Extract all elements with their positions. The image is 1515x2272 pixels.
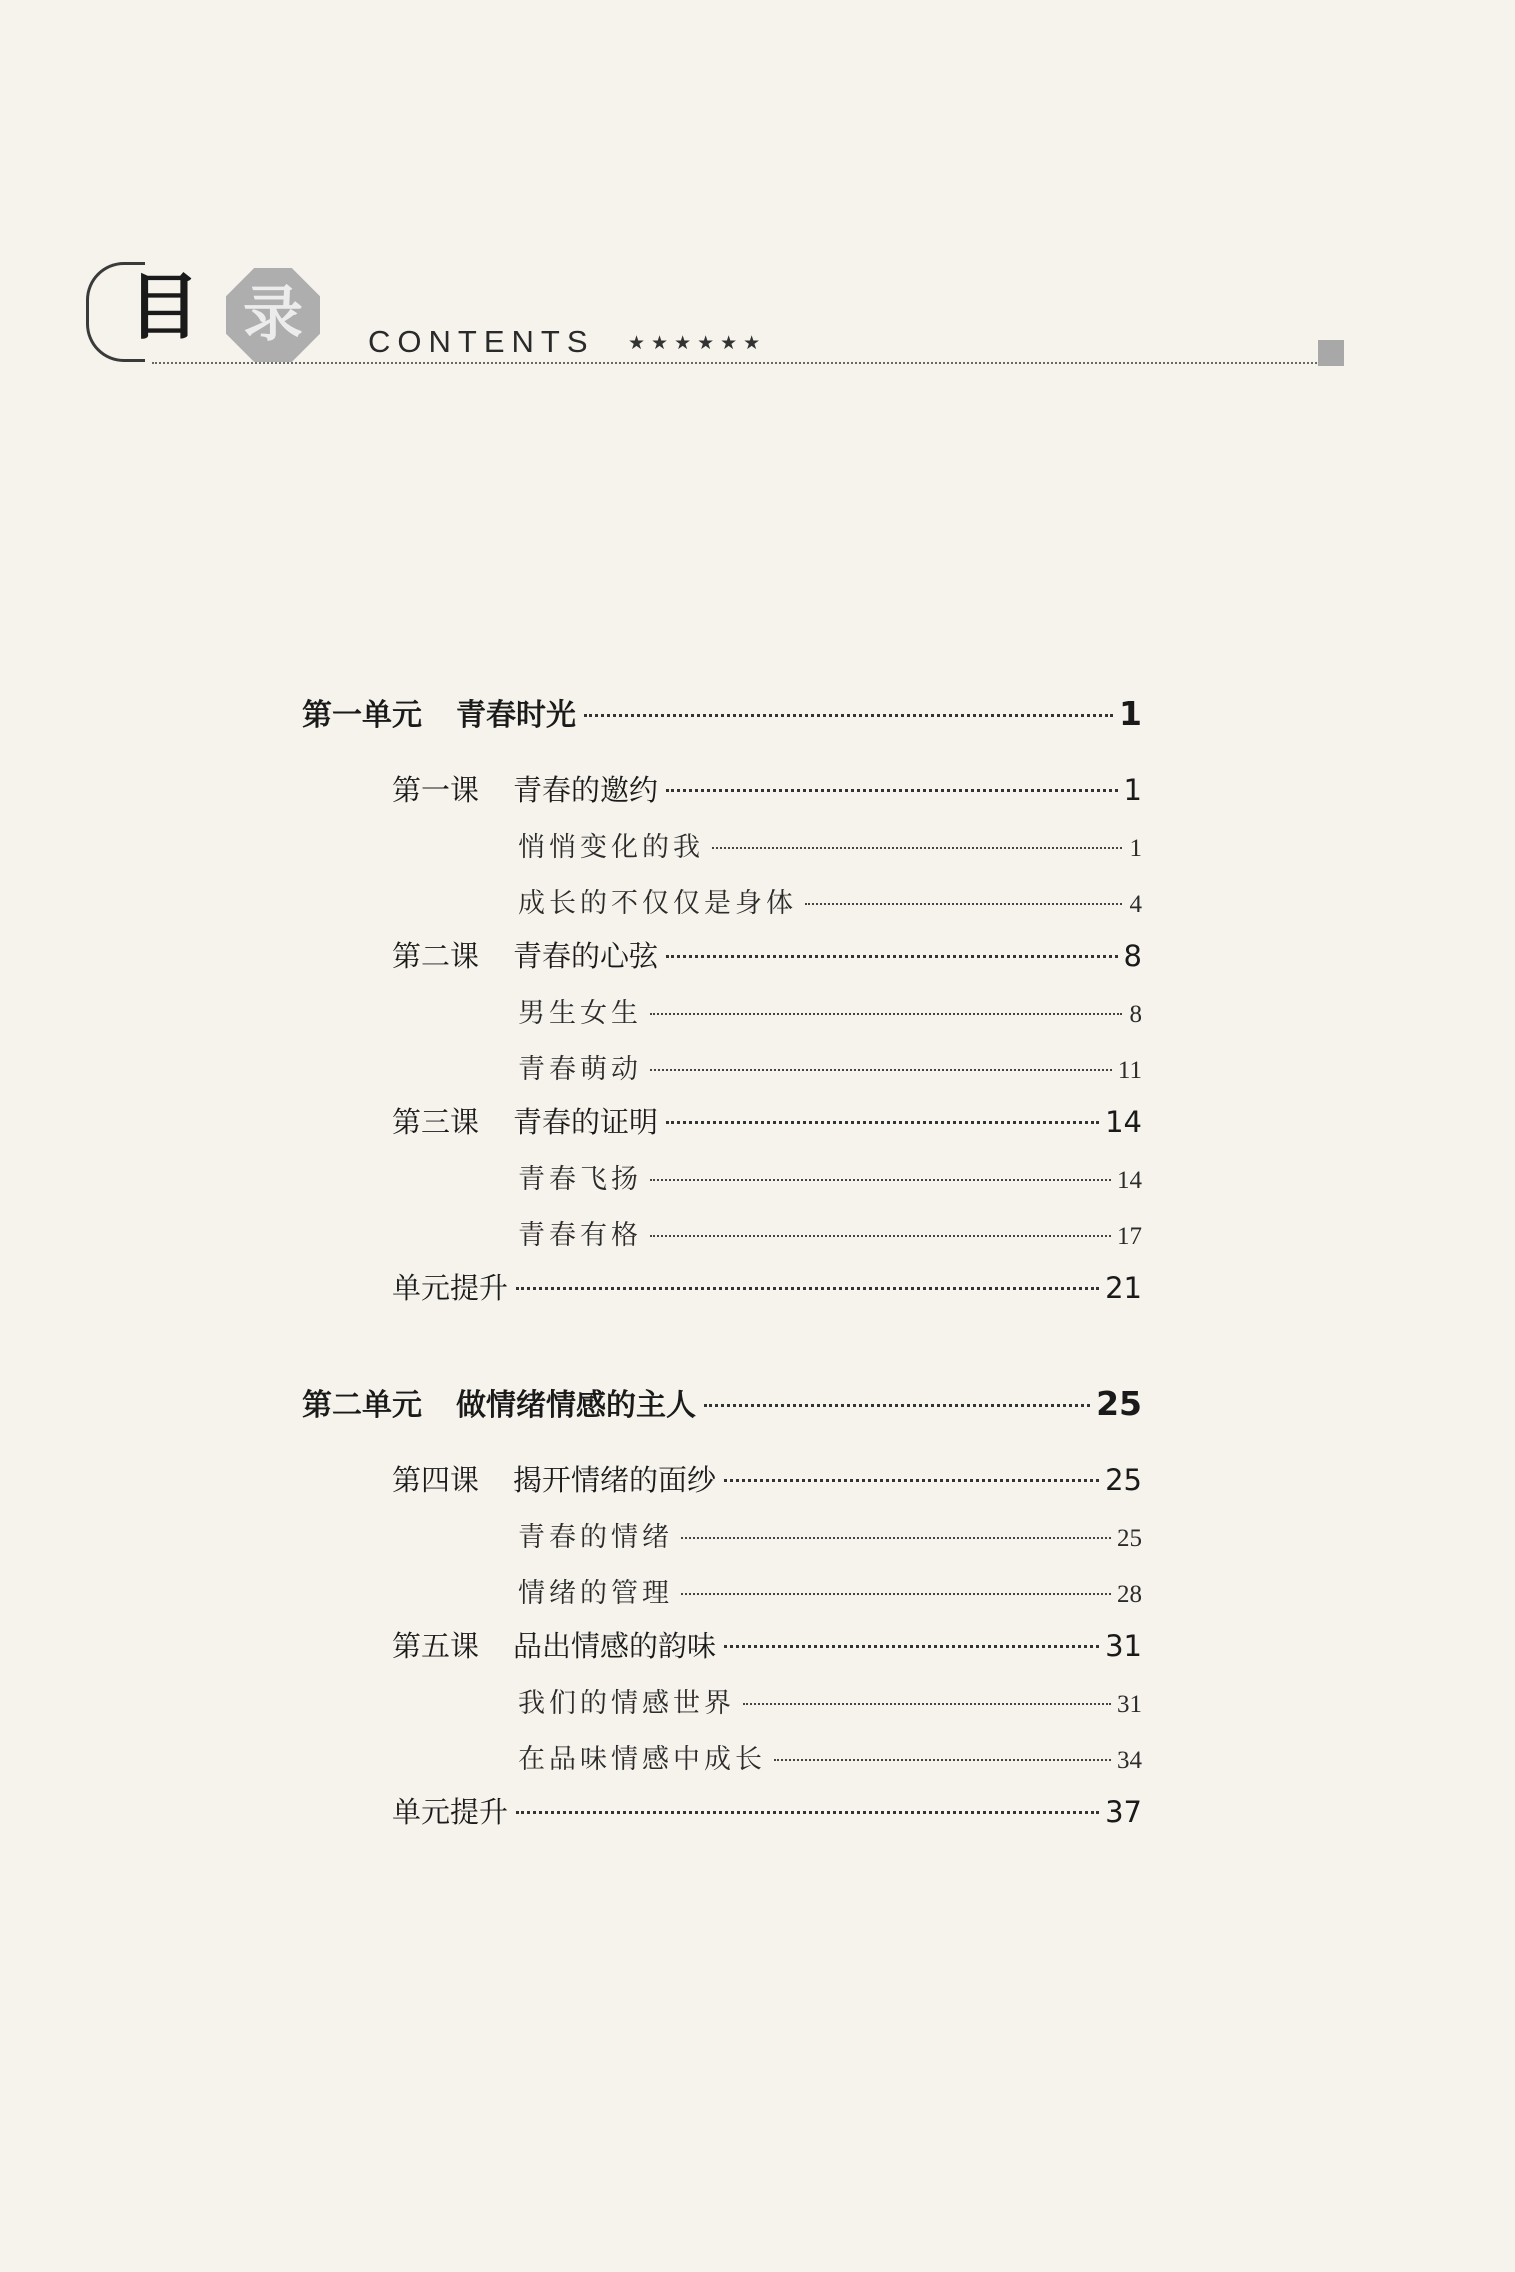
lesson-label: 第三课 xyxy=(392,1105,480,1139)
topic-title: 成长的不仅仅是身体 xyxy=(518,888,797,919)
dot-leader xyxy=(650,1235,1111,1237)
page-number: 37 xyxy=(1105,1795,1142,1829)
lesson-title: 青春的证明 xyxy=(513,1105,659,1139)
toc-topic-entry[interactable] xyxy=(518,1157,1142,1196)
header-dotted-rule xyxy=(152,362,1320,364)
page-number: 14 xyxy=(1117,1167,1142,1194)
topic-title: 悄悄变化的我 xyxy=(518,832,704,863)
header-title-char-mu: 目 xyxy=(128,265,201,349)
toc-unit-upgrade-entry[interactable] xyxy=(392,1266,1142,1307)
header-subtitle: CONTENTS xyxy=(368,324,595,359)
page-number: 8 xyxy=(1123,939,1142,973)
toc-topic-entry[interactable] xyxy=(518,1047,1142,1086)
unit-label: 第一单元 xyxy=(302,698,422,733)
toc-topic-entry[interactable] xyxy=(518,1681,1142,1720)
toc-topic-entry[interactable] xyxy=(518,1515,1142,1554)
lesson-title: 青春的邀约 xyxy=(513,773,659,807)
dot-leader xyxy=(774,1759,1111,1761)
lesson-title: 揭开情绪的面纱 xyxy=(513,1463,717,1497)
dot-leader xyxy=(650,1069,1112,1071)
toc-unit-upgrade-entry[interactable] xyxy=(392,1790,1142,1831)
page-number: 34 xyxy=(1117,1747,1142,1774)
toc-lesson-entry[interactable] xyxy=(392,768,1142,809)
topic-title: 青春飞扬 xyxy=(518,1164,642,1195)
topic-title: 青春有格 xyxy=(518,1220,642,1251)
lesson-title: 青春的心弦 xyxy=(513,939,659,973)
page-number: 1 xyxy=(1119,694,1142,733)
dot-leader xyxy=(516,1811,1099,1814)
upgrade-title: 单元提升 xyxy=(392,1271,509,1305)
page-number: 4 xyxy=(1129,891,1142,918)
unit-title: 做情绪情感的主人 xyxy=(456,1388,696,1423)
dot-leader xyxy=(704,1404,1090,1407)
dot-leader xyxy=(516,1287,1099,1290)
dot-leader xyxy=(681,1537,1111,1539)
dot-leader xyxy=(650,1013,1122,1015)
dot-leader xyxy=(666,789,1118,792)
toc-lesson-entry[interactable] xyxy=(392,1458,1142,1499)
page-number: 1 xyxy=(1123,773,1142,807)
page-number: 25 xyxy=(1117,1525,1142,1552)
topic-title: 青春萌动 xyxy=(518,1054,642,1085)
dot-leader xyxy=(805,903,1122,905)
dot-leader xyxy=(724,1479,1099,1482)
dot-leader xyxy=(681,1593,1111,1595)
dot-leader xyxy=(666,1121,1099,1124)
lesson-label: 第二课 xyxy=(392,939,480,973)
lesson-label: 第一课 xyxy=(392,773,480,807)
page-number: 31 xyxy=(1105,1629,1142,1663)
topic-title: 情绪的管理 xyxy=(518,1578,673,1609)
toc-topic-entry[interactable] xyxy=(518,1737,1142,1776)
page-number: 25 xyxy=(1096,1384,1142,1423)
unit-label: 第二单元 xyxy=(302,1388,422,1423)
page-number: 17 xyxy=(1117,1223,1142,1250)
header-stars-icon: ★★★★★★ xyxy=(628,332,767,354)
toc-lesson-entry[interactable] xyxy=(392,1624,1142,1665)
toc-topic-entry[interactable] xyxy=(518,881,1142,920)
toc-lesson-entry[interactable] xyxy=(392,934,1142,975)
page-number: 31 xyxy=(1117,1691,1142,1718)
toc-topic-entry[interactable] xyxy=(518,991,1142,1030)
dot-leader xyxy=(666,955,1118,958)
toc-topic-entry[interactable] xyxy=(518,1571,1142,1610)
toc-topic-entry[interactable] xyxy=(518,1213,1142,1252)
lesson-title: 品出情感的韵味 xyxy=(513,1629,717,1663)
toc-lesson-entry[interactable] xyxy=(392,1100,1142,1141)
page-number: 25 xyxy=(1105,1463,1142,1497)
toc-unit-entry[interactable] xyxy=(302,690,1142,734)
header-title-char-lu: 录 xyxy=(243,280,303,350)
topic-title: 我们的情感世界 xyxy=(518,1688,735,1719)
unit-title: 青春时光 xyxy=(456,698,576,733)
dot-leader xyxy=(712,847,1122,849)
dot-leader xyxy=(724,1645,1099,1648)
page-number: 28 xyxy=(1117,1581,1142,1608)
page-number: 14 xyxy=(1105,1105,1142,1139)
topic-title: 男生女生 xyxy=(518,998,642,1029)
dot-leader xyxy=(584,714,1113,717)
page-number: 8 xyxy=(1129,1001,1142,1028)
topic-title: 在品味情感中成长 xyxy=(518,1744,766,1775)
lesson-label: 第四课 xyxy=(392,1463,480,1497)
lesson-label: 第五课 xyxy=(392,1629,480,1663)
topic-title: 青春的情绪 xyxy=(518,1522,673,1553)
header-grey-block xyxy=(1318,340,1344,366)
page-number: 21 xyxy=(1105,1271,1142,1305)
toc-unit-entry[interactable] xyxy=(302,1380,1142,1424)
dot-leader xyxy=(650,1179,1111,1181)
page-number: 1 xyxy=(1129,835,1142,862)
upgrade-title: 单元提升 xyxy=(392,1795,509,1829)
dot-leader xyxy=(743,1703,1111,1705)
page-number: 11 xyxy=(1117,1057,1142,1084)
toc-topic-entry[interactable] xyxy=(518,825,1142,864)
